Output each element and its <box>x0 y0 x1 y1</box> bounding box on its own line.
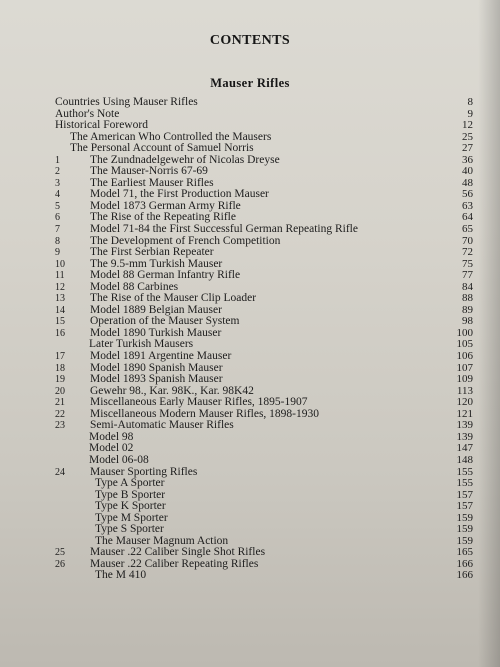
entry-title: Countries Using Mauser Rifles <box>55 96 198 108</box>
entry-title: The M 410 <box>95 569 147 582</box>
toc-entry <box>55 374 473 386</box>
page-number: 113 <box>456 384 473 397</box>
entry-title: Type K Sporter <box>95 500 166 513</box>
chapter-number: 15 <box>55 316 65 328</box>
page-number: 63 <box>462 199 473 212</box>
toc-entry <box>55 501 473 513</box>
page-number: 148 <box>456 453 473 466</box>
entry-title: Model 1889 Belgian Mauser <box>90 303 222 316</box>
page-number: 75 <box>462 257 473 270</box>
page-number: 139 <box>456 430 473 443</box>
entry-title: Later Turkish Mausers <box>89 338 194 351</box>
chapter-number: 8 <box>55 235 60 247</box>
entry-title: The American Who Controlled the Mausers <box>70 130 272 143</box>
page-number: 12 <box>462 119 473 132</box>
page-number: 8 <box>467 96 473 108</box>
chapter-number: 5 <box>55 200 60 212</box>
page-number: 48 <box>462 176 473 189</box>
toc-entry <box>55 455 473 467</box>
entry-title: Historical Foreword <box>55 119 148 132</box>
page-number: 72 <box>462 246 473 259</box>
chapter-number: 14 <box>55 304 65 316</box>
page-number: 9 <box>467 107 473 120</box>
page-number: 155 <box>456 465 473 478</box>
chapter-number: 21 <box>55 397 65 409</box>
entry-title: Mauser .22 Caliber Single Shot Rifles <box>90 546 266 559</box>
page-number: 70 <box>462 234 473 247</box>
entry-title: The First Serbian Repeater <box>90 246 214 259</box>
chapter-number: 13 <box>55 293 65 305</box>
page-number: 106 <box>456 350 473 363</box>
chapter-number: 24 <box>55 466 65 478</box>
chapter-number: 10 <box>55 258 65 270</box>
chapter-number: 9 <box>55 247 60 259</box>
section-title: Mauser Rifles <box>210 76 290 90</box>
page-number: 84 <box>462 280 473 293</box>
page-number: 89 <box>462 303 473 316</box>
entry-title: The Mauser-Norris 67-69 <box>90 165 208 178</box>
page-number: 107 <box>456 361 473 374</box>
entry-title: Model 88 Carbines <box>90 280 179 293</box>
page-number: 36 <box>462 153 473 166</box>
entry-title: Semi-Automatic Mauser Rifles <box>90 419 234 432</box>
page-number: 121 <box>456 407 473 420</box>
entry-title: The Development of French Competition <box>90 234 281 247</box>
page-number: 100 <box>456 326 473 339</box>
chapter-number: 11 <box>55 270 65 282</box>
toc-entry <box>55 351 473 363</box>
page-number: 139 <box>456 419 473 432</box>
page-number: 105 <box>456 338 473 351</box>
page-number: 88 <box>462 292 473 305</box>
toc-entry <box>55 224 473 236</box>
page-number: 98 <box>462 315 473 328</box>
page-number: 166 <box>456 557 473 570</box>
entry-title: The Earliest Mauser Rifles <box>90 176 214 189</box>
page-number: 64 <box>462 211 473 224</box>
page-number: 159 <box>456 511 473 524</box>
entry-title: Type B Sporter <box>95 488 166 501</box>
page-number: 56 <box>462 188 473 201</box>
chapter-number: 3 <box>55 177 60 189</box>
toc-entry <box>55 120 473 132</box>
entry-title: Type S Sporter <box>95 523 164 536</box>
chapter-number: 16 <box>55 327 65 339</box>
page-number: 120 <box>456 396 473 409</box>
page-number: 166 <box>456 569 473 582</box>
entry-title: Model 1890 Turkish Mauser <box>90 326 222 339</box>
entry-title: Model 06-08 <box>89 453 149 466</box>
entry-title: Miscellaneous Early Mauser Rifles, 1895-1907 <box>90 396 308 409</box>
entry-title: Model 1890 Spanish Mauser <box>90 361 223 374</box>
page-number: 109 <box>456 373 473 386</box>
table-of-contents <box>55 97 473 582</box>
page-number: 159 <box>456 534 473 547</box>
chapter-number: 25 <box>55 547 65 559</box>
entry-title: The Personal Account of Samuel Norris <box>70 142 254 155</box>
toc-entry <box>55 478 473 490</box>
entry-title: Type M Sporter <box>95 511 168 524</box>
entry-title: Model 1893 Spanish Mauser <box>90 373 223 386</box>
chapter-number: 12 <box>55 281 65 293</box>
chapter-number: 23 <box>55 420 65 432</box>
entry-title: Model 88 German Infantry Rifle <box>90 269 241 282</box>
chapter-number: 7 <box>55 224 60 236</box>
page-title: CONTENTS <box>209 33 291 48</box>
toc-entry <box>55 570 473 582</box>
chapter-number: 1 <box>55 154 60 166</box>
chapter-number: 17 <box>55 351 65 363</box>
entry-title: Mauser .22 Caliber Repeating Rifles <box>90 557 259 570</box>
page-number: 159 <box>456 523 473 536</box>
entry-title: Type A Sporter <box>95 477 165 490</box>
page-number: 157 <box>456 488 473 501</box>
toc-entry <box>55 143 473 155</box>
page-number: 157 <box>456 500 473 513</box>
page-number: 147 <box>456 442 473 455</box>
chapter-number: 19 <box>55 374 65 386</box>
chapter-number: 20 <box>55 385 65 397</box>
entry-title: Model 1891 Argentine Mauser <box>90 350 232 363</box>
entry-title: The Zundnadelgewehr of Nicolas Dreyse <box>90 153 280 166</box>
page-number: 25 <box>462 130 473 143</box>
entry-title: Mauser Sporting Rifles <box>90 465 198 478</box>
page-number: 65 <box>462 223 473 236</box>
page-number: 165 <box>456 546 473 559</box>
entry-title: Miscellaneous Modern Mauser Rifles, 1898-1930 <box>90 407 320 420</box>
entry-title: Author's Note <box>55 107 120 120</box>
entry-title: The Rise of the Repeating Rifle <box>90 211 236 224</box>
entry-title: The Mauser Magnum Action <box>95 534 229 547</box>
toc-entry <box>55 97 473 109</box>
entry-title: Model 71-84 the First Successful German Repeating Rifle <box>90 223 358 236</box>
page-number: 40 <box>462 165 473 178</box>
entry-title: Operation of the Mauser System <box>90 315 240 328</box>
entry-title: Gewehr 98., Kar. 98K., Kar. 98K42 <box>90 384 254 397</box>
toc-entry <box>55 247 473 259</box>
page-number: 27 <box>462 142 473 155</box>
chapter-number: 2 <box>55 166 60 178</box>
page-number: 77 <box>462 269 473 282</box>
page-number: 155 <box>456 477 473 490</box>
chapter-number: 4 <box>55 189 60 201</box>
chapter-number: 6 <box>55 212 60 224</box>
chapter-number: 18 <box>55 362 65 374</box>
entry-title: Model 1873 German Army Rifle <box>90 199 241 212</box>
chapter-number: 26 <box>55 558 65 570</box>
chapter-number: 22 <box>55 408 65 420</box>
entry-title: Model 71, the First Production Mauser <box>90 188 269 201</box>
entry-title: The Rise of the Mauser Clip Loader <box>90 292 257 305</box>
entry-title: Model 98 <box>89 430 134 443</box>
entry-title: Model 02 <box>89 442 134 455</box>
entry-title: The 9.5-mm Turkish Mauser <box>90 257 223 270</box>
